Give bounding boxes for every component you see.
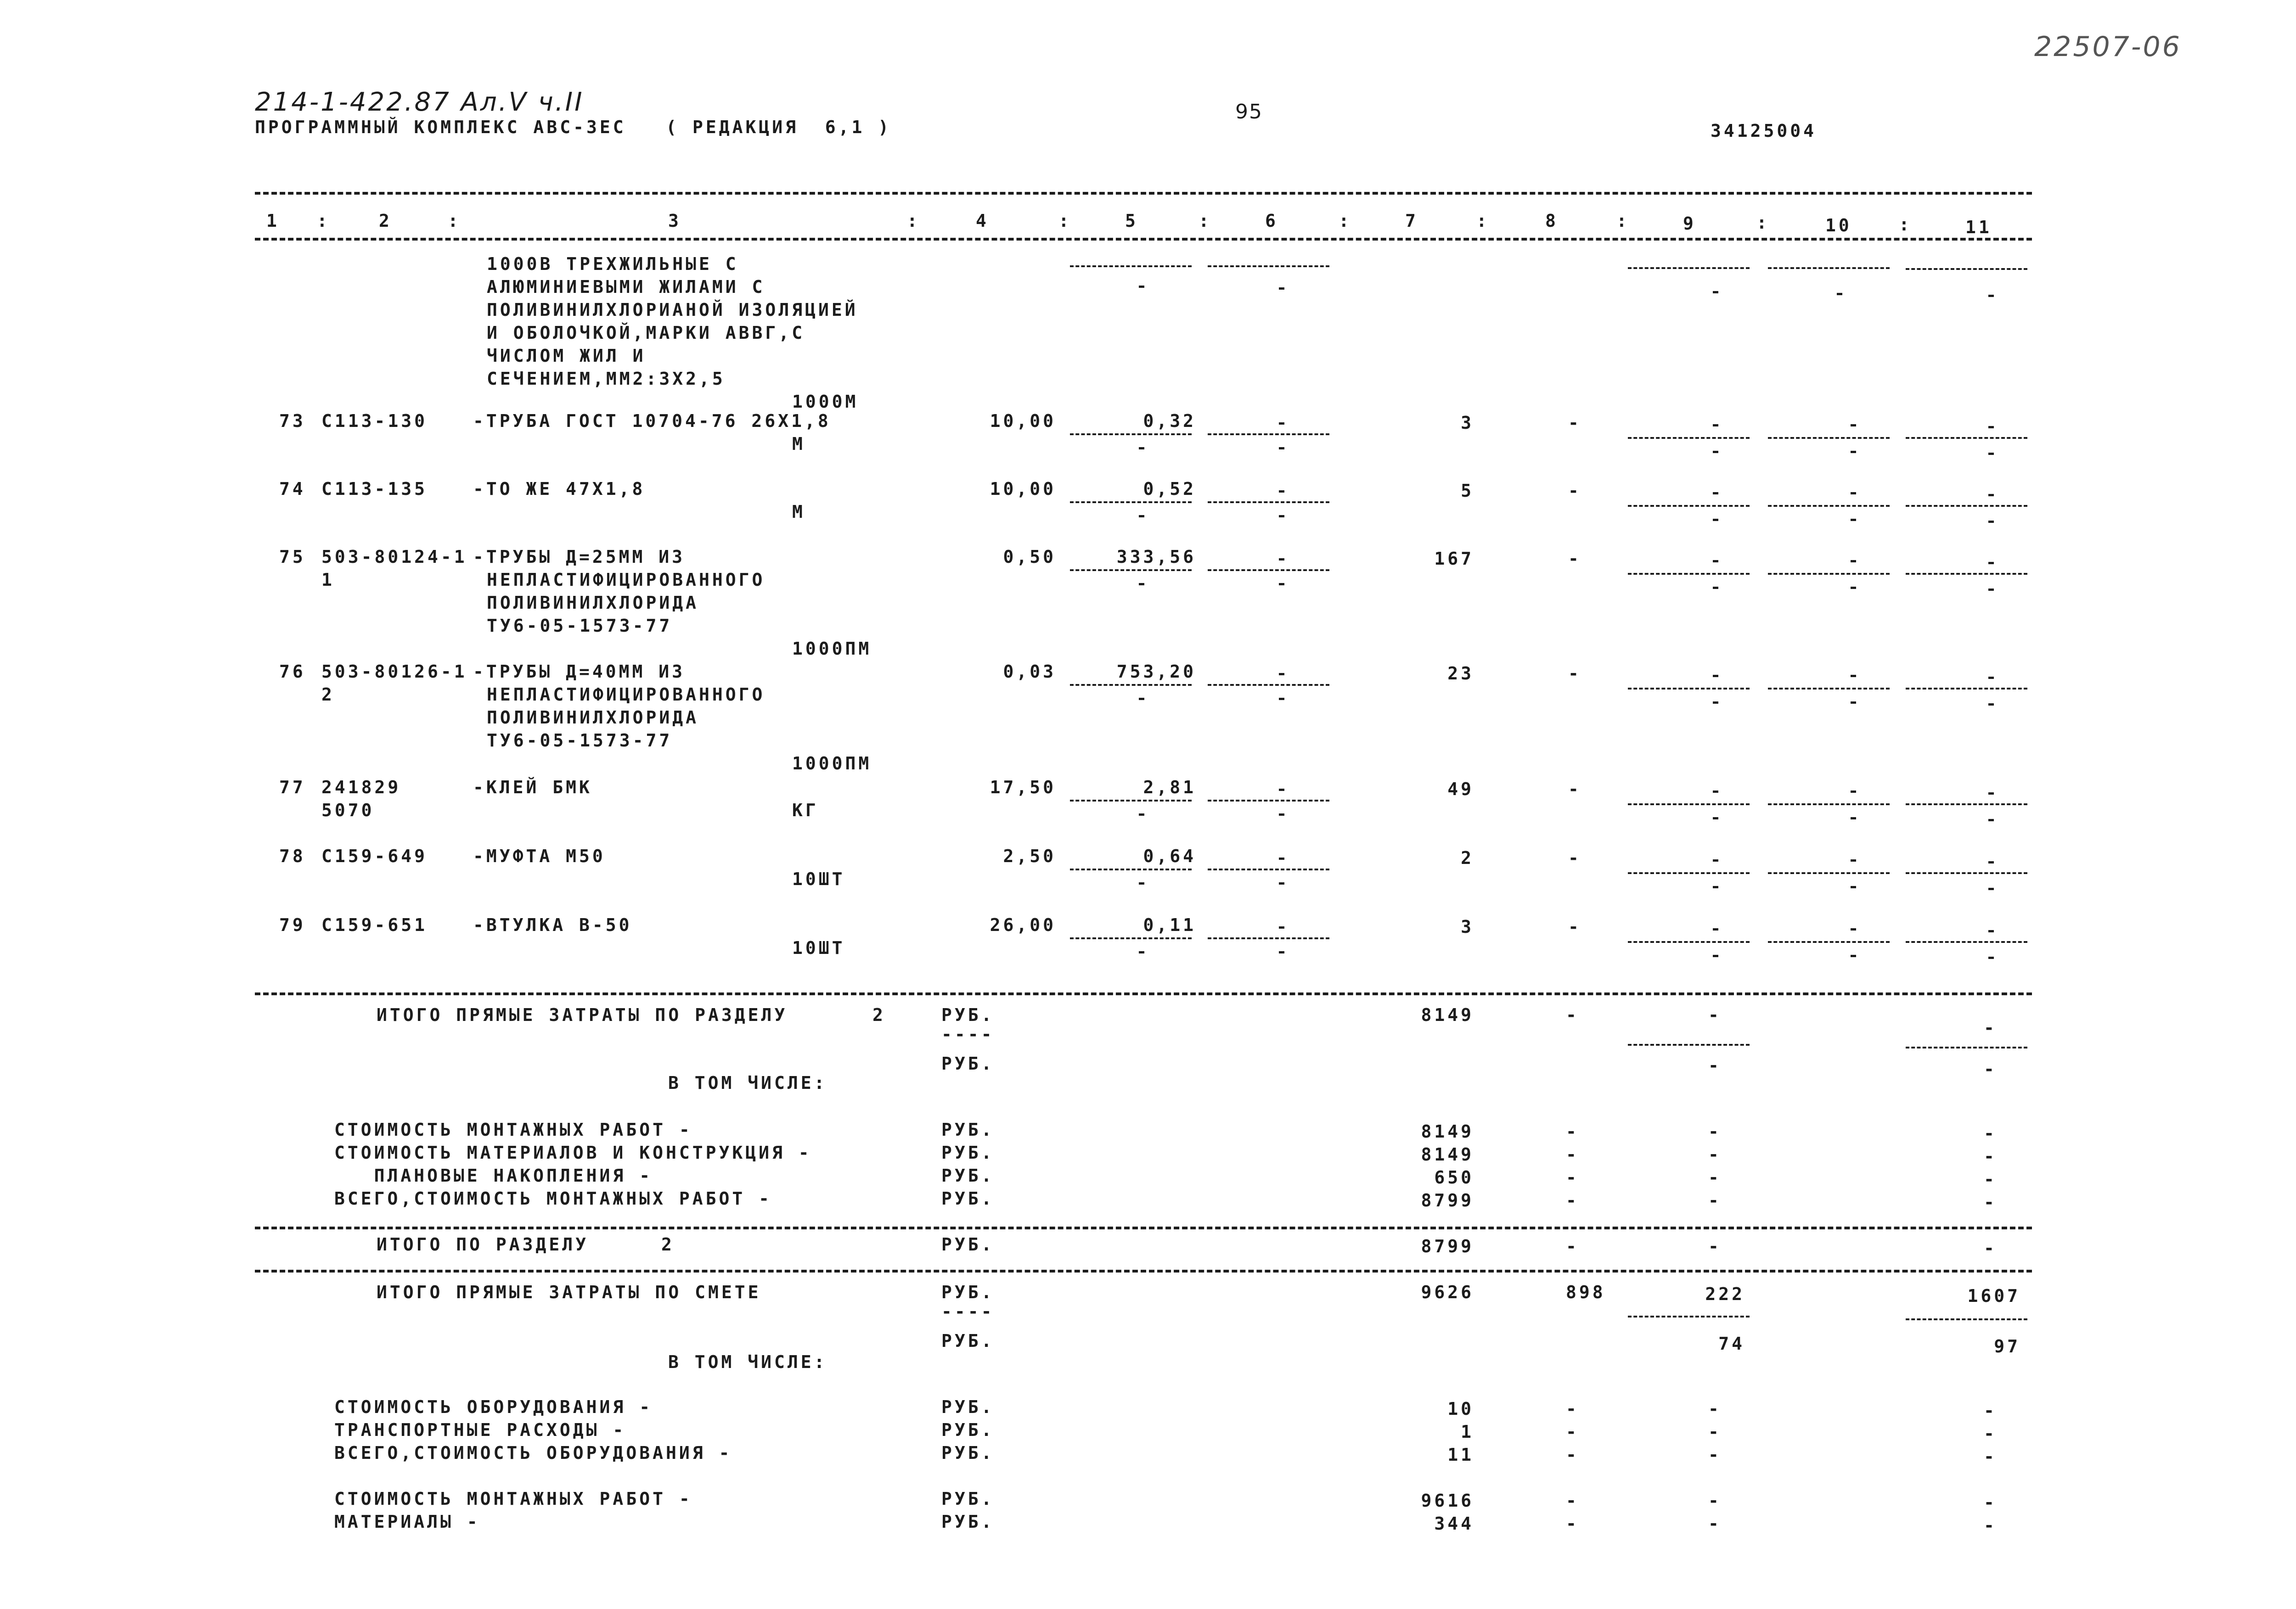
cell-value: - <box>1708 1055 1722 1076</box>
item-unit: М <box>792 502 805 522</box>
empty-value-dash <box>1279 813 1284 816</box>
item-description-line: НЕПЛАСТИФИЦИРОВАННОГО <box>487 684 765 705</box>
unit-price: 753,20 <box>1116 662 1196 682</box>
cell-rule <box>1628 941 1750 943</box>
column-header-3: 3 <box>668 211 681 231</box>
empty-value-dash <box>1279 447 1284 449</box>
cell-rule <box>1070 800 1192 802</box>
cell-value: - <box>1708 1445 1722 1465</box>
column-header-7: 7 <box>1405 211 1418 231</box>
total-cost: 49 <box>1447 779 1474 799</box>
empty-value-dash <box>1279 698 1284 700</box>
empty-value-dash <box>1139 813 1144 816</box>
resource-code: 241829 <box>321 777 401 797</box>
breakdown-label: СТОИМОСТЬ МОНТАЖНЫХ РАБОТ - <box>334 1489 692 1509</box>
cell-value: - <box>1708 1399 1722 1419</box>
empty-value-dash <box>1279 583 1284 585</box>
empty-value-dash <box>1837 293 1842 295</box>
cell-value: - <box>1984 1123 1997 1144</box>
empty-value-dash <box>1279 490 1284 493</box>
cell-rule <box>1906 268 2027 270</box>
breakdown-label: ТРАНСПОРТНЫЕ РАСХОДЫ - <box>334 1420 626 1440</box>
row-number: 74 <box>279 479 306 499</box>
empty-value-dash <box>1851 451 1856 453</box>
cell-rule <box>1906 872 2027 874</box>
cell-rule <box>1208 569 1329 571</box>
empty-value-dash <box>1988 426 1994 428</box>
column-header-6: 6 <box>1265 211 1278 231</box>
unit-price: 0,52 <box>1143 479 1196 499</box>
empty-value-dash <box>1988 494 1994 496</box>
item-description-line: 1000В ТРЕХЖИЛЬНЫЕ С <box>487 254 739 274</box>
currency-unit: РУБ. <box>941 1120 995 1140</box>
cell-rule <box>1906 688 2027 690</box>
cell-rule <box>1768 505 1890 507</box>
cell-value: - <box>1566 1399 1579 1419</box>
item-description-line: ПОЛИВИНИЛХЛОРИДА <box>487 593 699 613</box>
empty-value-dash <box>1988 703 1994 706</box>
item-description-line: ЧИСЛОМ ЖИЛ И <box>487 346 646 366</box>
unit-price: 0,32 <box>1143 411 1196 431</box>
breakdown-label: СТОИМОСТЬ ОБОРУДОВАНИЯ - <box>334 1397 653 1417</box>
section-rule <box>255 1270 2032 1273</box>
column-header-2: 2 <box>379 211 392 231</box>
cell-value: - <box>1984 1018 1997 1038</box>
cell-rule <box>1768 872 1890 874</box>
quantity: 17,50 <box>990 777 1056 797</box>
cell-rule <box>1070 684 1192 686</box>
empty-value-dash <box>1851 928 1856 931</box>
row-number: 73 <box>279 411 306 431</box>
currency-unit: РУБ. <box>941 1234 995 1255</box>
currency-unit: РУБ. <box>941 1512 995 1532</box>
unit-price: 2,81 <box>1143 777 1196 797</box>
empty-value-dash <box>1713 492 1718 494</box>
item-description-line: И ОБОЛОЧКОЙ,МАРКИ АВВГ,С <box>487 323 805 343</box>
cell-value: - <box>1708 1121 1722 1142</box>
column-header-8: 8 <box>1545 211 1559 231</box>
section-grand-label: ИТОГО ПО РАЗДЕЛУ <box>377 1234 589 1255</box>
cell-value: - <box>1984 1424 1997 1444</box>
breakdown-value: 8149 <box>1421 1121 1474 1142</box>
item-description-line: -КЛЕЙ БМК <box>473 777 592 797</box>
item-description-line: -ТРУБЫ Д=25ММ ИЗ <box>473 547 686 567</box>
cell-value: 1607 <box>1967 1286 2020 1306</box>
cell-rule <box>1628 1044 1750 1046</box>
empty-value-dash <box>1988 819 1994 821</box>
breakdown-value: 344 <box>1434 1514 1474 1534</box>
cell-value: - <box>1984 1169 1997 1189</box>
empty-value-dash <box>1713 519 1718 521</box>
empty-value-dash <box>1713 451 1718 453</box>
cell-rule <box>1208 433 1329 435</box>
estimate-total-label: ИТОГО ПРЯМЫЕ ЗАТРАТЫ ПО СМЕТЕ <box>377 1282 761 1302</box>
section-rule <box>255 1227 2032 1229</box>
item-unit: М <box>792 434 805 454</box>
cell-value: - <box>1708 1422 1722 1442</box>
empty-value-dash <box>1279 858 1284 860</box>
currency-unit: РУБ. <box>941 1143 995 1163</box>
cell-rule <box>1906 941 2027 943</box>
cell-rule <box>1906 505 2027 507</box>
quantity: 2,50 <box>1003 846 1056 866</box>
cell-value: - <box>1984 1515 1997 1536</box>
empty-value-dash <box>1851 492 1856 494</box>
breakdown-label: ВСЕГО,СТОИМОСТЬ ОБОРУДОВАНИЯ - <box>334 1443 732 1463</box>
cell-value: - <box>1708 1144 1722 1165</box>
cell-rule <box>1628 1316 1750 1317</box>
resource-code: 503-80124-1 <box>321 547 467 567</box>
cell-value: - <box>1566 1491 1579 1511</box>
cell-rule <box>1070 869 1192 870</box>
cell-value: 898 <box>1566 1282 1606 1302</box>
empty-value-dash <box>1713 587 1718 589</box>
breakdown-value: 650 <box>1434 1167 1474 1188</box>
cell-value: - <box>1984 1146 1997 1166</box>
cell-value: - <box>1568 549 1581 569</box>
page-number: 95 <box>1235 100 1263 123</box>
resource-code: С159-651 <box>321 915 428 935</box>
currency-unit: РУБ. <box>941 1331 995 1351</box>
total-cost: 23 <box>1447 663 1474 684</box>
document-code: 34125004 <box>1711 121 1817 141</box>
item-description-line: -ТРУБЫ Д=40ММ ИЗ <box>473 662 686 682</box>
empty-value-dash <box>1279 422 1284 425</box>
column-separator: : <box>1058 211 1072 231</box>
cell-rule <box>1768 803 1890 805</box>
currency-unit: РУБ. <box>941 1005 995 1025</box>
empty-value-dash <box>1279 673 1284 675</box>
cell-rule <box>1070 937 1192 939</box>
item-description-line: ПОЛИВИНИЛХЛОРИДА <box>487 707 699 728</box>
cell-value: - <box>1568 481 1581 501</box>
cell-rule <box>1628 267 1750 269</box>
empty-value-dash <box>1713 859 1718 862</box>
header-top-rule <box>255 192 2032 195</box>
section-number: 2 <box>872 1005 886 1025</box>
empty-value-dash <box>1851 701 1856 704</box>
cell-value: - <box>1708 1236 1722 1256</box>
cell-rule <box>1628 803 1750 805</box>
breakdown-value: 10 <box>1447 1399 1474 1419</box>
breakdown-label: МАТЕРИАЛЫ - <box>334 1512 480 1532</box>
resource-code: С159-649 <box>321 846 428 866</box>
item-description-line: -ВТУЛКА В-50 <box>473 915 632 935</box>
empty-value-dash <box>1713 955 1718 957</box>
empty-value-dash <box>1988 521 1994 523</box>
breakdown-label: СТОИМОСТЬ МОНТАЖНЫХ РАБОТ - <box>334 1120 692 1140</box>
in-that-number-label: В ТОМ ЧИСЛЕ: <box>668 1073 827 1093</box>
cell-value: - <box>1566 1190 1579 1211</box>
empty-value-dash <box>1713 886 1718 888</box>
cell-value: - <box>1708 1491 1722 1511</box>
cell-rule <box>1628 505 1750 507</box>
cell-value: - <box>1984 1059 1997 1079</box>
cell-value: - <box>1566 1005 1579 1025</box>
cell-value: - <box>1568 848 1581 868</box>
cell-value: - <box>1708 1005 1722 1025</box>
cell-value: - <box>1984 1492 1997 1513</box>
empty-value-dash <box>1851 790 1856 793</box>
breakdown-label: ПЛАНОВЫЕ НАКОПЛЕНИЯ - <box>334 1166 653 1186</box>
column-separator: : <box>448 211 461 231</box>
empty-value-dash <box>1988 453 1994 455</box>
row-number: 75 <box>279 547 306 567</box>
empty-value-dash <box>1988 562 1994 564</box>
empty-value-dash <box>1279 789 1284 791</box>
empty-value-dash <box>1139 583 1144 585</box>
in-that-number-label: В ТОМ ЧИСЛЕ: <box>668 1352 827 1372</box>
empty-value-dash <box>1713 701 1718 704</box>
cell-value: 74 <box>1718 1334 1745 1354</box>
cell-rule <box>1070 501 1192 503</box>
unit-price: 0,64 <box>1143 846 1196 866</box>
empty-value-dash <box>1988 677 1994 679</box>
cell-value: - <box>1984 1192 1997 1212</box>
empty-value-dash <box>1139 951 1144 953</box>
total-cost: 3 <box>1461 413 1474 433</box>
column-header-11: 11 <box>1965 217 1992 237</box>
unit-underline: ---- <box>941 1301 995 1322</box>
currency-unit: РУБ. <box>941 1489 995 1509</box>
item-description-line: ТУ6-05-1573-77 <box>487 616 673 636</box>
empty-value-dash <box>1713 291 1718 293</box>
item-description-line: СЕЧЕНИЕМ,ММ2:3Х2,5 <box>487 369 726 389</box>
column-separator: : <box>1476 211 1490 231</box>
column-header-10: 10 <box>1825 215 1852 235</box>
quantity: 0,03 <box>1003 662 1056 682</box>
empty-value-dash <box>1988 957 1994 959</box>
total-cost: 2 <box>1461 848 1474 868</box>
empty-value-dash <box>1139 447 1144 449</box>
cell-rule <box>1208 869 1329 870</box>
resource-code-extra: 5070 <box>321 800 375 820</box>
empty-value-dash <box>1988 295 1994 297</box>
cell-rule <box>1628 872 1750 874</box>
cell-rule <box>1208 265 1329 267</box>
empty-value-dash <box>1851 859 1856 862</box>
item-unit: 10ШТ <box>792 938 845 958</box>
total-cost: 3 <box>1461 917 1474 937</box>
currency-unit: РУБ. <box>941 1443 995 1463</box>
item-description-line: -ТРУБА ГОСТ 10704-76 26Х1,8 <box>473 411 831 431</box>
quantity: 10,00 <box>990 479 1056 499</box>
cell-value: - <box>1566 1144 1579 1165</box>
cell-rule <box>1070 265 1192 267</box>
breakdown-value: 8799 <box>1421 1190 1474 1211</box>
column-separator: : <box>1616 211 1630 231</box>
total-cost: 5 <box>1461 481 1474 501</box>
cell-rule <box>1768 941 1890 943</box>
cell-value: - <box>1566 1121 1579 1142</box>
cell-value: 222 <box>1705 1284 1745 1304</box>
cell-rule <box>1768 267 1890 269</box>
cell-value: - <box>1566 1236 1579 1256</box>
header-bottom-rule <box>255 238 2032 241</box>
empty-value-dash <box>1279 882 1284 885</box>
breakdown-value: 1 <box>1461 1422 1474 1442</box>
column-header-1: 1 <box>266 211 280 231</box>
section-grand-value: 8799 <box>1421 1236 1474 1256</box>
item-unit: 10ШТ <box>792 869 845 889</box>
resource-code: С113-135 <box>321 479 428 499</box>
item-description-line: ПОЛИВИНИЛХЛОРИАНОЙ ИЗОЛЯЦИЕЙ <box>487 300 858 320</box>
cell-rule <box>1906 573 2027 575</box>
empty-value-dash <box>1851 886 1856 888</box>
program-title: ПРОГРАММНЫЙ КОМПЛЕКС АВС-ЗЕС ( РЕДАКЦИЯ 6,1 ) <box>255 117 892 137</box>
quantity: 0,50 <box>1003 547 1056 567</box>
cell-rule <box>1628 573 1750 575</box>
breakdown-label: СТОИМОСТЬ МАТЕРИАЛОВ И КОНСТРУКЦИЯ - <box>334 1143 812 1163</box>
row-number: 77 <box>279 777 306 797</box>
breakdown-value: 11 <box>1447 1445 1474 1465</box>
currency-unit: РУБ. <box>941 1054 995 1074</box>
empty-value-dash <box>1988 888 1994 890</box>
breakdown-label: ВСЕГО,СТОИМОСТЬ МОНТАЖНЫХ РАБОТ - <box>334 1189 772 1209</box>
cell-value: - <box>1984 1401 1997 1421</box>
empty-value-dash <box>1851 675 1856 677</box>
empty-value-dash <box>1279 926 1284 929</box>
section-number: 2 <box>661 1234 675 1255</box>
cell-value: - <box>1984 1446 1997 1467</box>
empty-value-dash <box>1279 515 1284 517</box>
empty-value-dash <box>1139 286 1144 288</box>
document-reference: 214-1-422.87 Ал.V ч.II <box>255 87 584 117</box>
cell-rule <box>1768 437 1890 439</box>
item-description-line: -ТО ЖЕ 47Х1,8 <box>473 479 646 499</box>
empty-value-dash <box>1851 519 1856 521</box>
cell-value: 97 <box>1994 1336 2020 1357</box>
cell-rule <box>1768 573 1890 575</box>
empty-value-dash <box>1139 882 1144 885</box>
cell-rule <box>1768 688 1890 690</box>
column-header-5: 5 <box>1125 211 1138 231</box>
column-separator: : <box>1199 211 1212 231</box>
empty-value-dash <box>1713 817 1718 819</box>
row-number: 79 <box>279 915 306 935</box>
cell-rule <box>1906 437 2027 439</box>
empty-value-dash <box>1713 560 1718 562</box>
unit-price: 333,56 <box>1116 547 1196 567</box>
cell-rule <box>1628 688 1750 690</box>
empty-value-dash <box>1851 955 1856 957</box>
currency-unit: РУБ. <box>941 1282 995 1302</box>
item-description-line: ТУ6-05-1573-77 <box>487 730 673 751</box>
column-separator: : <box>317 211 330 231</box>
empty-value-dash <box>1279 951 1284 953</box>
empty-value-dash <box>1279 287 1284 290</box>
empty-value-dash <box>1713 424 1718 426</box>
empty-value-dash <box>1139 698 1144 700</box>
breakdown-value: 9616 <box>1421 1491 1474 1511</box>
section-total-value: 8149 <box>1421 1005 1474 1025</box>
empty-value-dash <box>1988 792 1994 795</box>
unit-underline: ---- <box>941 1024 995 1044</box>
cell-value: - <box>1566 1422 1579 1442</box>
cell-rule <box>1070 569 1192 571</box>
currency-unit: РУБ. <box>941 1189 995 1209</box>
resource-code: С113-130 <box>321 411 428 431</box>
cell-value: - <box>1568 779 1581 799</box>
cell-value: - <box>1984 1238 1997 1258</box>
currency-unit: РУБ. <box>941 1420 995 1440</box>
column-header-4: 4 <box>976 211 989 231</box>
cell-value: - <box>1568 917 1581 937</box>
item-description-line: АЛЮМИНИЕВЫМИ ЖИЛАМИ С <box>487 277 765 297</box>
quantity: 10,00 <box>990 411 1056 431</box>
item-unit: КГ <box>792 800 819 820</box>
empty-value-dash <box>1988 861 1994 863</box>
empty-value-dash <box>1279 558 1284 561</box>
empty-value-dash <box>1851 424 1856 426</box>
column-separator: : <box>1756 213 1770 233</box>
cell-value: - <box>1566 1445 1579 1465</box>
resource-code: 503-80126-1 <box>321 662 467 682</box>
breakdown-value: 8149 <box>1421 1144 1474 1165</box>
empty-value-dash <box>1988 930 1994 932</box>
cell-rule <box>1208 501 1329 503</box>
row-number: 78 <box>279 846 306 866</box>
cell-rule <box>1208 684 1329 686</box>
column-separator: : <box>1339 211 1352 231</box>
section-total-label: ИТОГО ПРЯМЫЕ ЗАТРАТЫ ПО РАЗДЕЛУ <box>377 1005 788 1025</box>
total-cost: 167 <box>1434 549 1474 569</box>
cell-value: - <box>1708 1167 1722 1188</box>
cell-value: - <box>1708 1514 1722 1534</box>
cell-rule <box>1208 937 1329 939</box>
cell-value: - <box>1568 413 1581 433</box>
cell-rule <box>1906 1318 2027 1320</box>
empty-value-dash <box>1713 928 1718 931</box>
unit-price: 0,11 <box>1143 915 1196 935</box>
cell-rule <box>1070 433 1192 435</box>
estimate-total-value: 9626 <box>1421 1282 1474 1302</box>
column-separator: : <box>907 211 920 231</box>
empty-value-dash <box>1139 515 1144 517</box>
resource-code-extra: 1 <box>321 570 335 590</box>
column-separator: : <box>1899 214 1912 235</box>
cell-value: - <box>1708 1190 1722 1211</box>
empty-value-dash <box>1851 587 1856 589</box>
cell-value: - <box>1568 663 1581 684</box>
cell-value: - <box>1566 1167 1579 1188</box>
resource-code-extra: 2 <box>321 684 335 705</box>
item-description-line: НЕПЛАСТИФИЦИРОВАННОГО <box>487 570 765 590</box>
cell-rule <box>1906 1047 2027 1048</box>
cell-rule <box>1208 800 1329 802</box>
cell-rule <box>1628 437 1750 439</box>
item-unit: 1000ПМ <box>792 639 872 659</box>
currency-unit: РУБ. <box>941 1166 995 1186</box>
empty-value-dash <box>1713 675 1718 677</box>
column-header-9: 9 <box>1683 213 1696 234</box>
item-description-line: -МУФТА М50 <box>473 846 606 866</box>
cell-rule <box>1906 803 2027 805</box>
currency-unit: РУБ. <box>941 1397 995 1417</box>
item-unit: 1000М <box>792 392 859 412</box>
row-number: 76 <box>279 662 306 682</box>
section-rule <box>255 992 2032 995</box>
cell-value: - <box>1566 1514 1579 1534</box>
empty-value-dash <box>1988 589 1994 591</box>
empty-value-dash <box>1713 790 1718 793</box>
item-unit: 1000ПМ <box>792 753 872 774</box>
corner-note: 22507-06 <box>2034 31 2182 63</box>
quantity: 26,00 <box>990 915 1056 935</box>
empty-value-dash <box>1851 817 1856 819</box>
empty-value-dash <box>1851 560 1856 562</box>
